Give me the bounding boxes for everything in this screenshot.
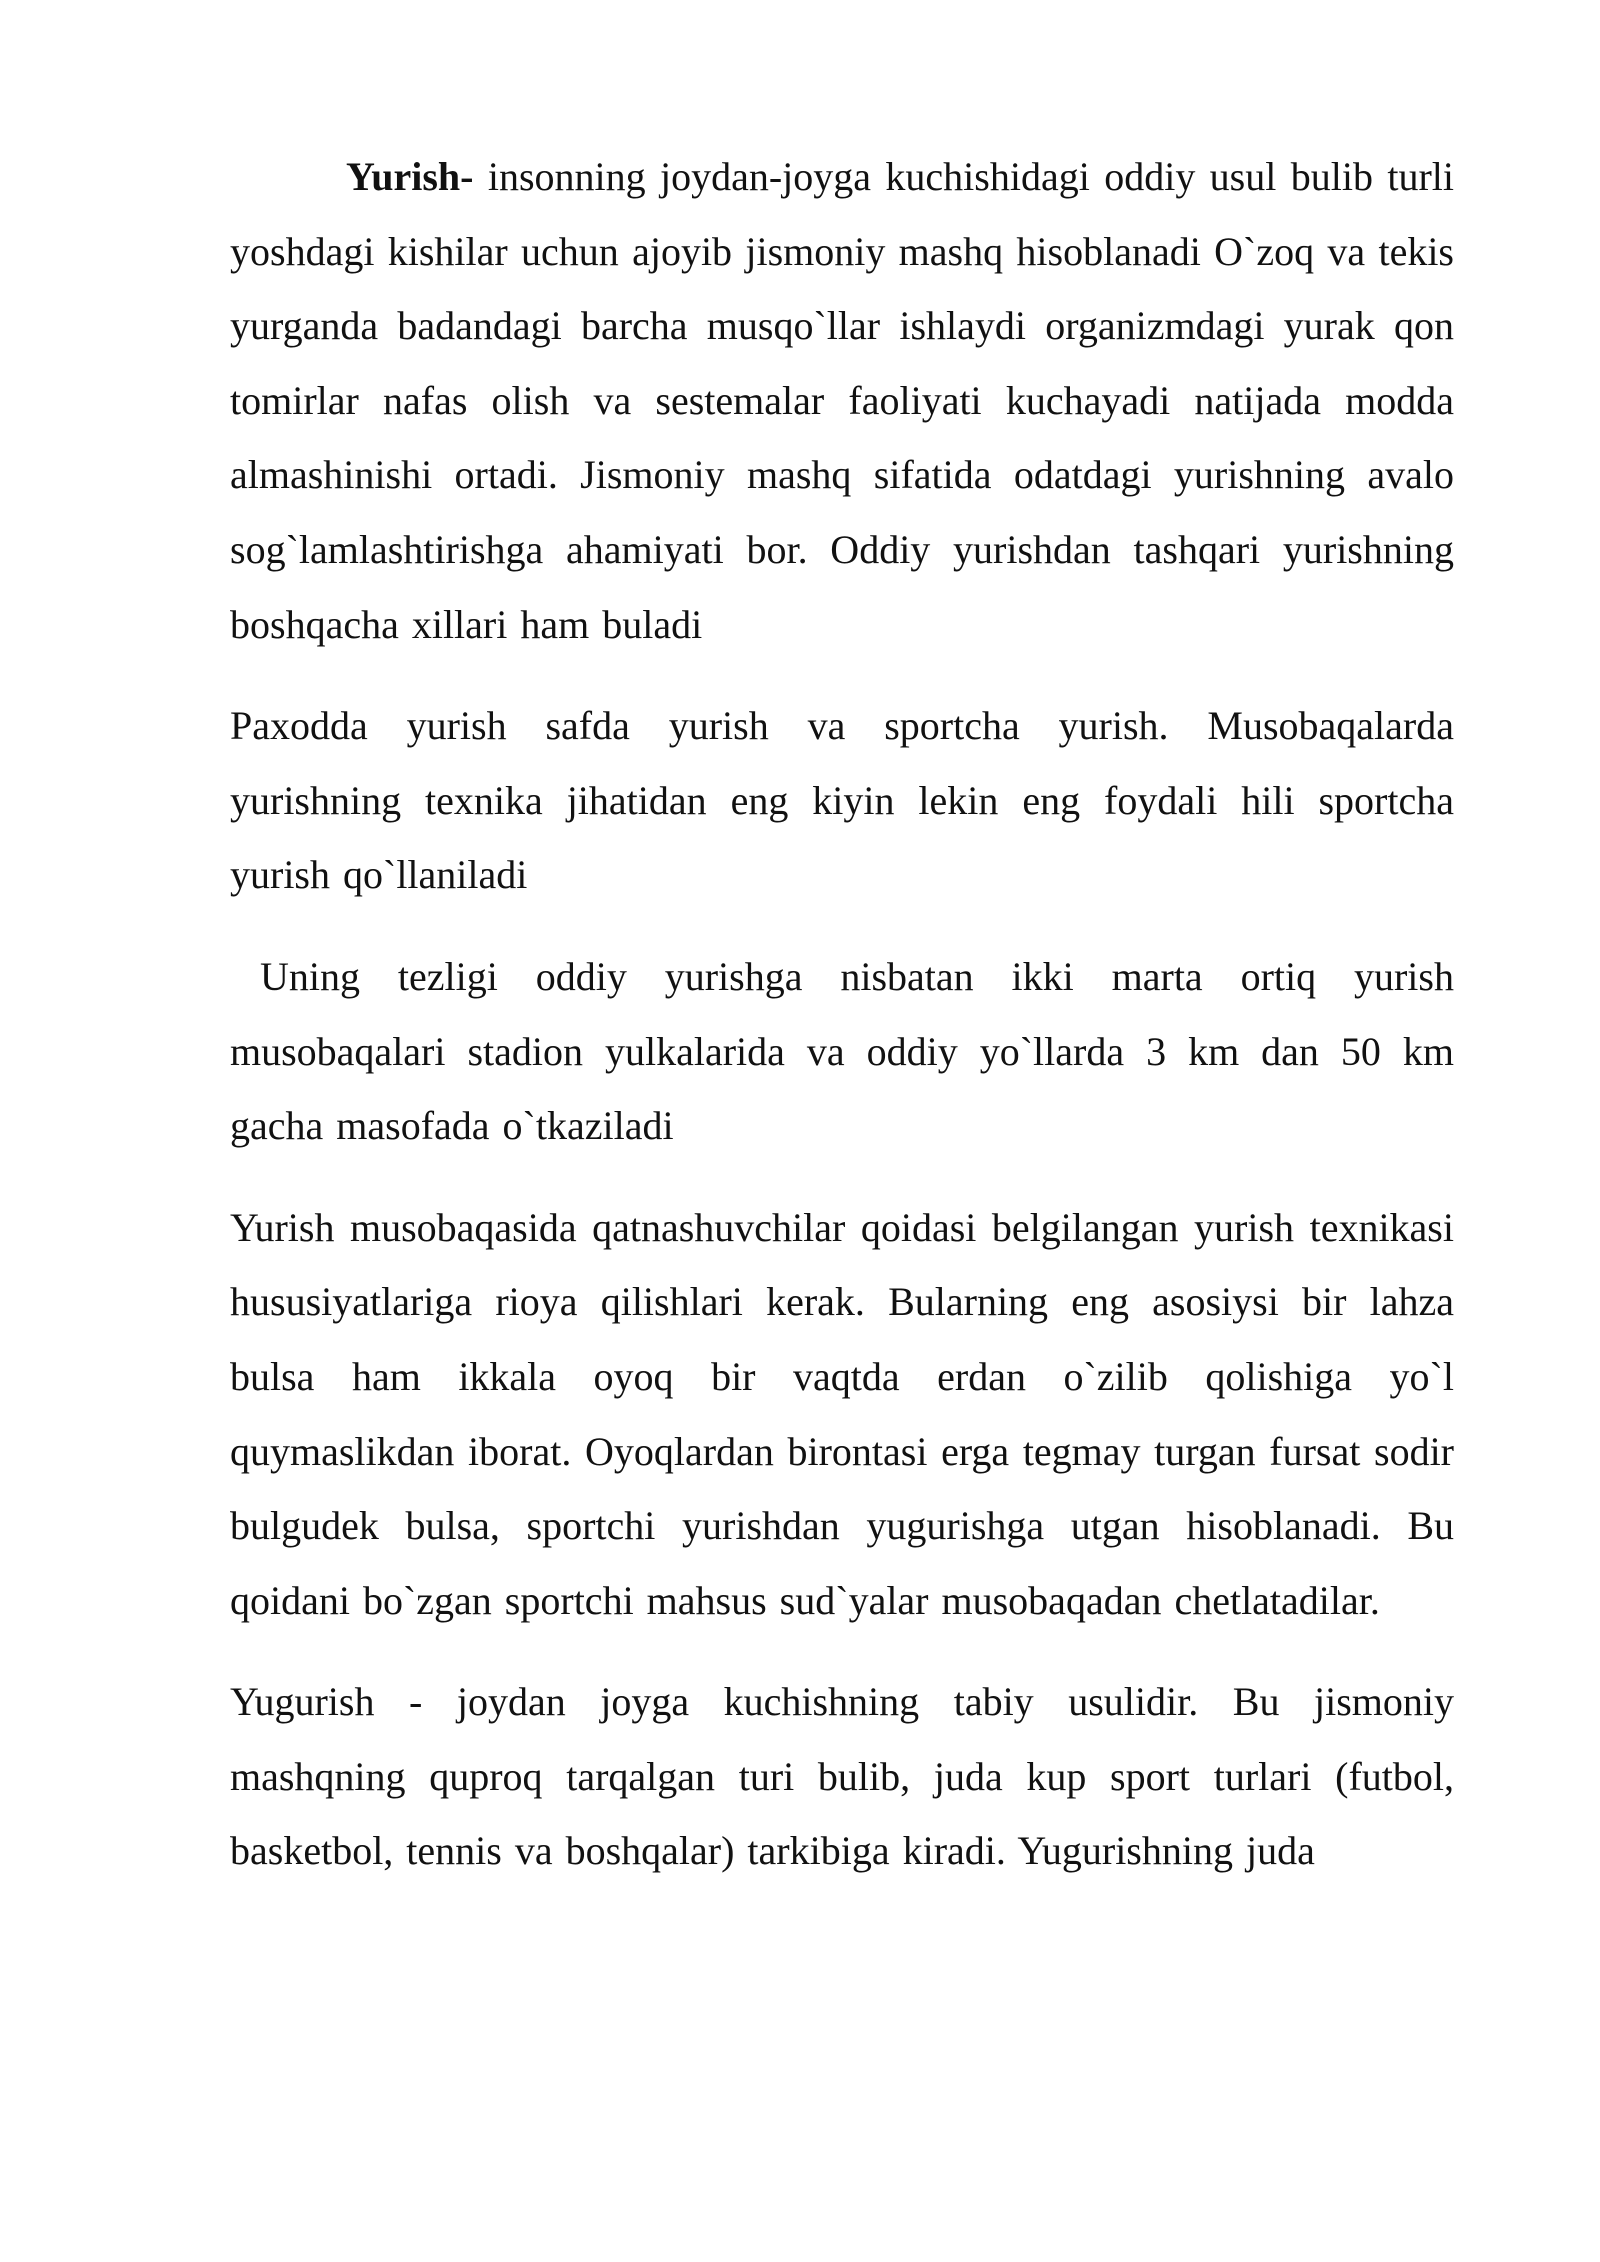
paragraph-running-intro xyxy=(230,1665,1454,1889)
paragraph-walking-speed xyxy=(230,940,1454,1164)
paragraph-walking-intro xyxy=(230,140,1454,662)
paragraph-text: Yugurish - joydan joyga kuchishning tabiy usulidir. Bu jismoniy mashqning quproq tarqalgan turi bulib, juda kup sport turlari (futbol, basketbol, tennis va boshqalar) tarkibiga kiradi. Yugurishning juda xyxy=(230,1679,1454,1874)
paragraph-text: insonning joydan-joyga kuchishidagi oddiy usul bulib turli yoshdagi kishilar uchun ajoyib jismoniy mashq hisoblanadi O`zoq va tekis yurganda badandagi barcha musqo`llar ishlaydi organizmdagi yurak qon tomirlar nafas olish va sestemalar faoliyati kuchayadi natijada modda almashinishi ortadi. Jismoniy mashq sifatida odatdagi yurishning avalo sog`lamlashtirishga ahamiyati bor. Oddiy yurishdan tashqari yurishning boshqacha xillari ham buladi xyxy=(230,154,1454,647)
document-page xyxy=(230,140,1454,1916)
term-yurish: Yurish- xyxy=(346,154,474,199)
paragraph-walking-types xyxy=(230,689,1454,913)
paragraph-walking-rules xyxy=(230,1191,1454,1639)
paragraph-text: Yurish musobaqasida qatnashuvchilar qoidasi belgilangan yurish texnikasi hususiyatlariga rioya qilishlari kerak. Bularning eng asosiysi bir lahza bulsa ham ikkala oyoq bir vaqtda erdan o`zilib qolishiga yo`l quymaslikdan iborat. Oyoqlardan birontasi erga tegmay turgan fursat sodir bulgudek bulsa, sportchi yurishdan yugurishga utgan hisoblanadi. Bu qoidani bo`zgan sportchi mahsus sud`yalar musobaqadan chetlatadilar. xyxy=(230,1204,1454,1623)
paragraph-text: Paxodda yurish safda yurish va sportcha yurish. Musobaqalarda yurishning texnika jihatidan eng kiyin lekin eng foydali hili sportcha yurish qo`llaniladi xyxy=(230,703,1454,898)
paragraph-text: Uning tezligi oddiy yurishga nisbatan ikki marta ortiq yurish musobaqalari stadion yulkalarida va oddiy yo`llarda 3 km dan 50 km gacha masofada o`tkaziladi xyxy=(230,953,1454,1149)
